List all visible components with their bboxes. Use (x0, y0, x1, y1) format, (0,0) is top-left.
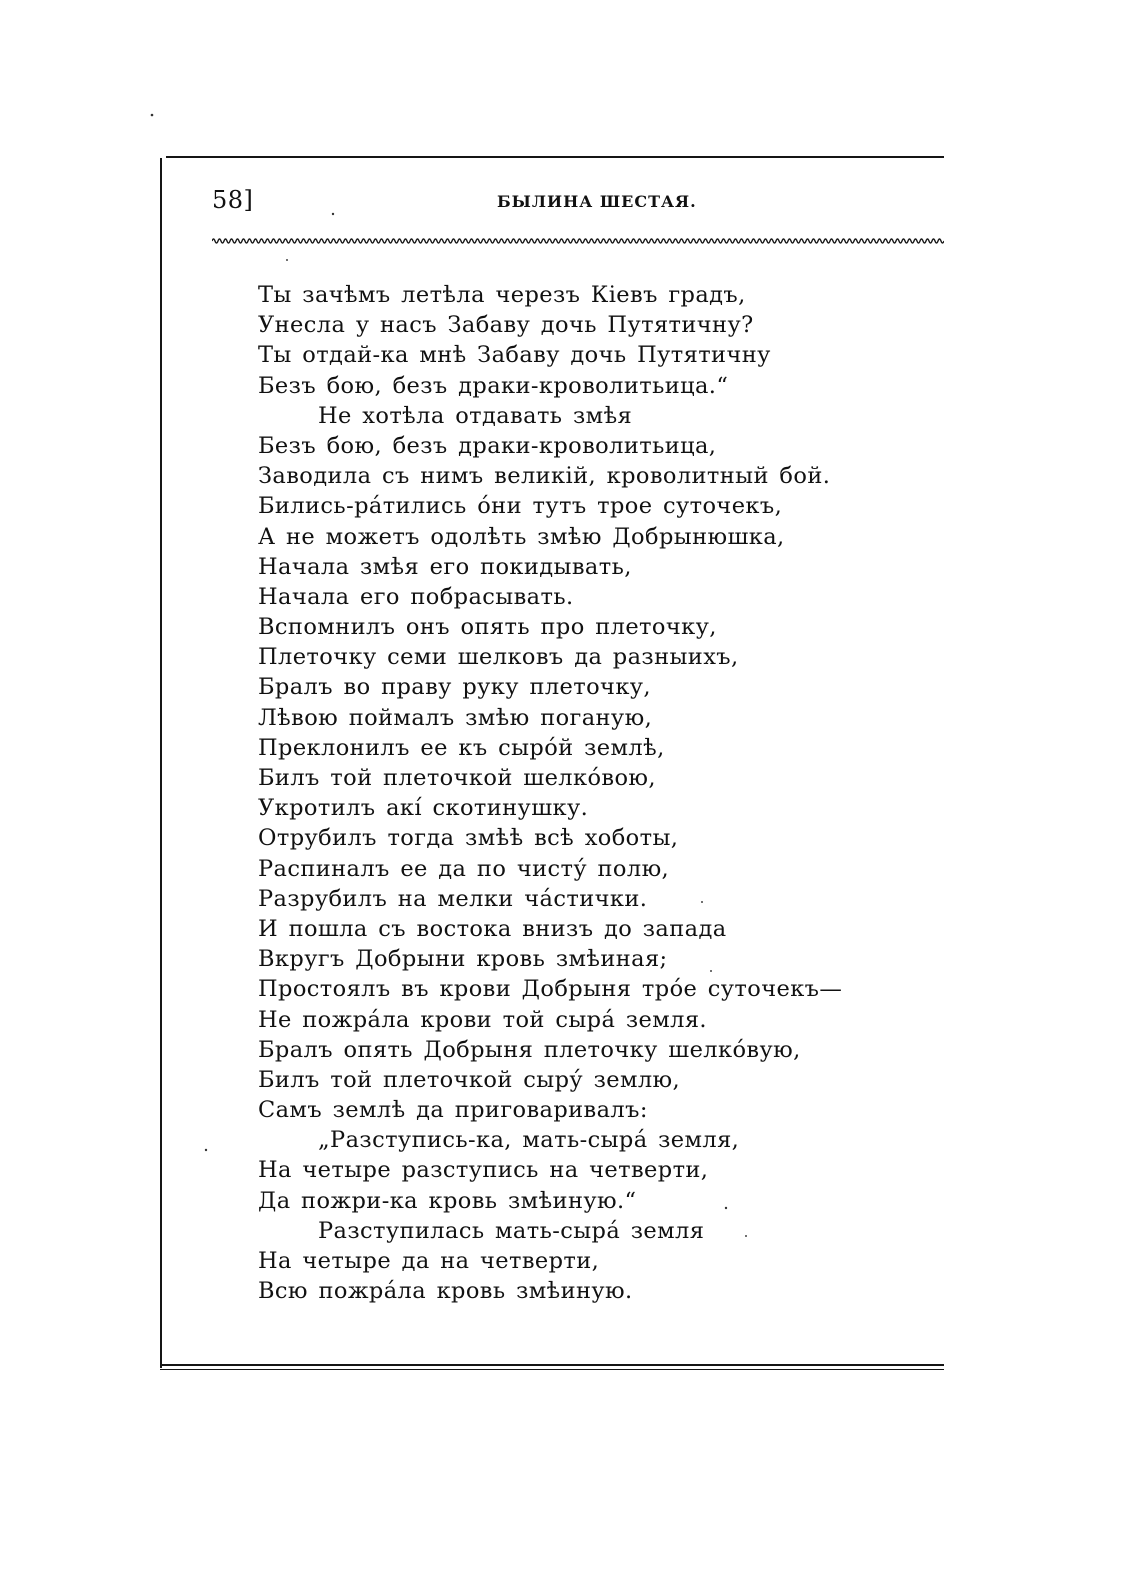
poem-line: Разрубилъ на мелки ча́стички. (258, 885, 648, 912)
poem-line: Самъ землѣ да приговаривалъ: (258, 1097, 648, 1124)
poem-line: На четыре разступись на четверти, (258, 1157, 709, 1184)
poem-line: Преклонилъ ее къ сыро́й землѣ, (258, 734, 665, 761)
poem-line: Не хотѣла отдавать змѣя (318, 402, 633, 429)
poem-line: Отрубилъ тогда змѣѣ всѣ хоботы, (258, 825, 679, 852)
poem-line: Вкругъ Добрыни кровь змѣиная; (258, 946, 668, 973)
poem-line: Билъ той плеточкой сыру́ землю, (258, 1066, 681, 1093)
poem-line: Ты отдай-ка мнѣ Забаву дочь Путятичну (258, 342, 771, 369)
poem-line: Бились-ра́тились о́ни тутъ трое суточекъ, (258, 493, 783, 520)
poem-line: Вспомнилъ онъ опять про плеточку, (258, 614, 717, 641)
running-title: БЫЛИНА ШЕСТАЯ. (497, 192, 697, 211)
poem-line: Не пожра́ла крови той сыра́ земля. (258, 1006, 707, 1033)
poem-line: Безъ бою, безъ драки-кроволитьица, (258, 432, 717, 459)
poem-line: А не можетъ одолѣть змѣю Добрынюшка, (258, 523, 785, 550)
poem-line: Унесла у насъ Забаву дочь Путятичну? (258, 312, 754, 339)
poem-line: Заводила съ нимъ великій, кроволитный бой. (258, 463, 831, 490)
poem-line: Да пожри-ка кровь змѣиную.“ (258, 1187, 637, 1214)
poem-line: Всю пожра́ла кровь змѣиную. (258, 1278, 633, 1305)
poem-line: Безъ бою, безъ драки-кроволитьица.“ (258, 372, 729, 399)
poem-line: И пошла съ востока внизъ до запада (258, 915, 727, 942)
poem-line: „Разступись-ка, мать-сыра́ земля, (318, 1127, 740, 1154)
poem-line: Простоялъ въ крови Добрыня тро́е суточекъ— (258, 976, 843, 1003)
poem-line: Бралъ во праву руку плеточку, (258, 674, 651, 701)
poem-line: На четыре да на четверти, (258, 1248, 600, 1274)
poem-line: Распиналъ ее да по чисту́ полю, (258, 855, 670, 882)
poem-line: Разступилась мать-сыра́ земля (318, 1217, 705, 1244)
poem-line: Начала змѣя его покидывать, (258, 553, 632, 580)
page-number: 58] (212, 186, 254, 214)
poem-line: Билъ той плеточкой шелко́вою, (258, 765, 656, 791)
poem-line: Плеточку семи шелковъ да разныихъ, (258, 644, 739, 671)
poem-line: Укротилъ акі́ скотинушку. (258, 795, 589, 822)
poem-line: Бралъ опять Добрыня плеточку шелко́вую, (258, 1036, 801, 1063)
poem-line: Начала его побрасывать. (258, 583, 574, 610)
poem-line: Ты зачѣмъ летѣла черезъ Кіевъ градъ, (258, 282, 746, 308)
poem-line: Лѣвою поймалъ змѣю поганую, (258, 704, 653, 731)
